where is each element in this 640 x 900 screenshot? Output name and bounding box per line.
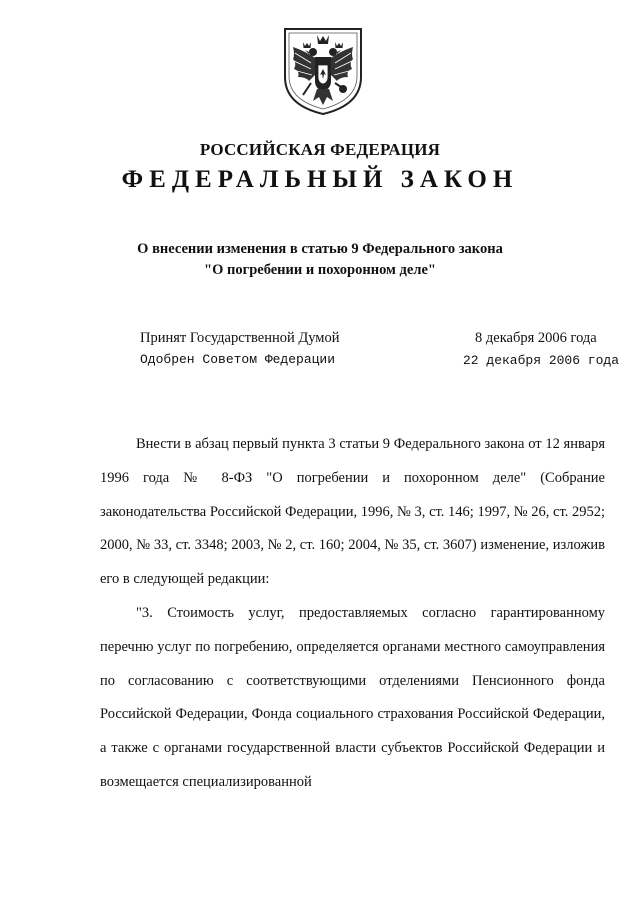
- adopted-by-duma-date: 8 декабря 2006 года: [475, 330, 597, 346]
- coat-of-arms-emblem: [281, 25, 365, 117]
- law-title-line-1: О внесении изменения в статью 9 Федерального закона: [137, 241, 503, 257]
- country-name: РОССИЙСКАЯ ФЕДЕРАЦИЯ: [199, 140, 441, 159]
- law-body: [100, 428, 605, 800]
- approved-by-council-label: Одобрен Советом Федерации: [140, 352, 336, 367]
- law-type-heading: ФЕДЕРАЛЬНЫЙ ЗАКОН: [121, 166, 519, 193]
- body-paragraph-1: Внести в абзац первый пункта 3 статьи 9 Федерального закона от 12 января 1996 года № 8-ФЗ "О погребении и похоронном деле" (Собрание законодательства Российской Федерации, 1996, № 3, ст. 146; 1997, № 26, ст. 2952; 2000, № 33, ст. 3348; 2003, № 2, ст. 160; 2004, № 35, ст. 3607) изменение, изложив его в следующей редакции:: [100, 436, 605, 588]
- law-title-line-2: "О погребении и похоронном деле": [204, 262, 436, 278]
- adopted-by-duma-label: Принят Государственной Думой: [140, 330, 340, 346]
- approved-by-council-date: 22 декабря 2006 года: [463, 353, 620, 368]
- body-paragraph-2: "3. Стоимость услуг, предоставляемых согласно гарантированному перечню услуг по погребению, определяется органами местного самоуправления по согласованию с соответствующими отделениями Пенсионного фонда Российской Федерации, Фонда социального страхования Российской Федерации, а также с органами государственной власти субъектов Российской Федерации и возмещается специализированной: [100, 604, 605, 790]
